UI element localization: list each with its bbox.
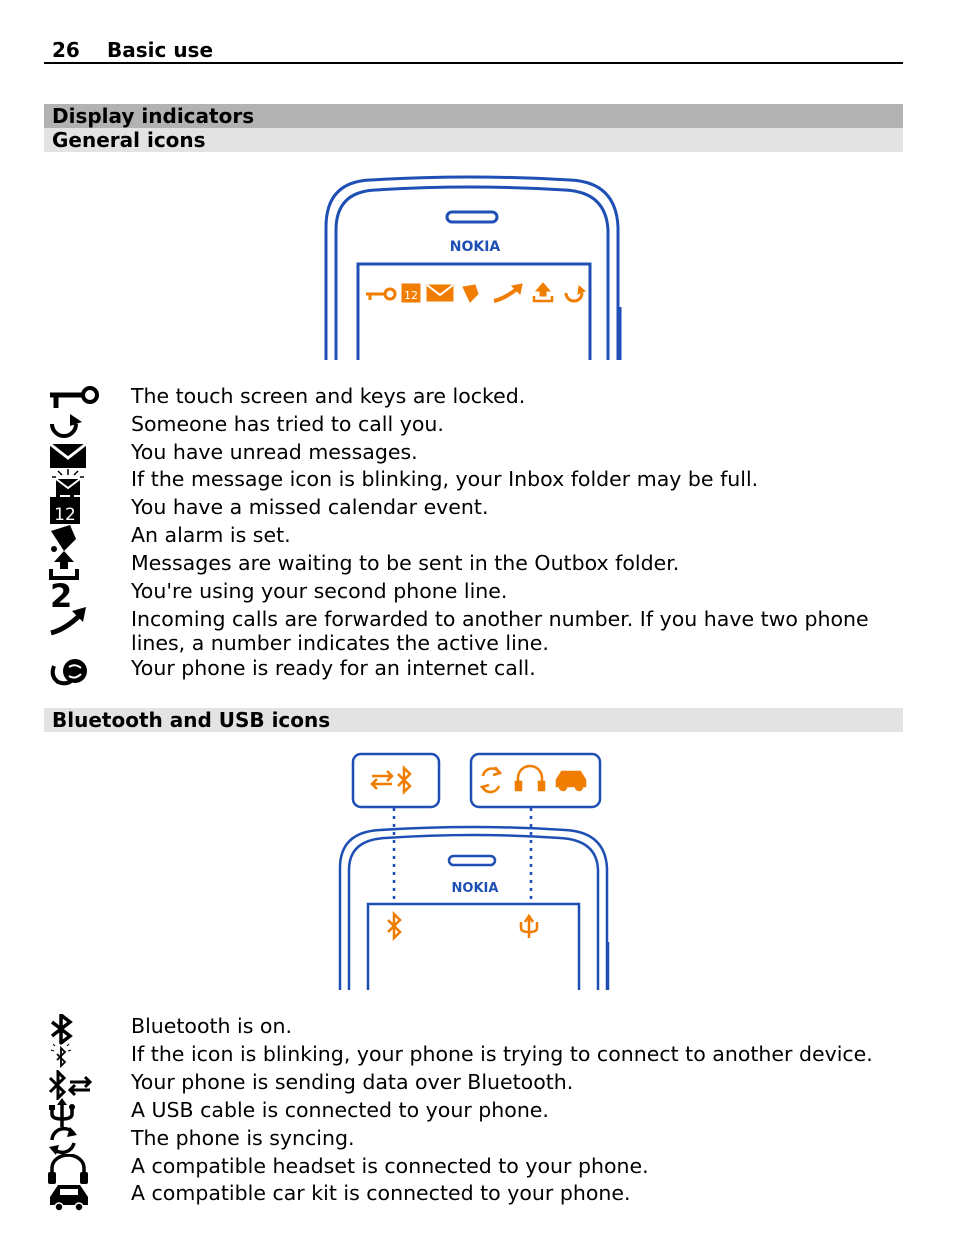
bluetooth-blink-icon [48,1042,96,1070]
envelope-icon [427,285,453,301]
list-item-text: A compatible car kit is connected to your phone. [131,1181,631,1205]
list-item-text: Incoming calls are forwarded to another number. If you have two phone lines, a number indicates the active line. [131,607,869,655]
list-item-text: You have unread messages. [131,440,418,464]
key-lock-icon [366,289,395,300]
headset-icon [48,1154,96,1182]
list-item-text: Your phone is sending data over Bluetooth. [131,1070,574,1094]
list-item-text: Bluetooth is on. [131,1014,292,1038]
key-lock-icon [48,384,96,412]
bluetooth-transfer-icon [372,768,410,792]
sync-icon [48,1126,96,1154]
svg-text:12: 12 [54,505,76,525]
page-header [44,38,903,64]
nokia-logo-2: NOKIA [451,881,499,896]
phone-illustration-general [320,172,630,362]
usb-icon-screen [521,916,537,938]
envelope-icon [48,440,96,468]
bluetooth-icon [48,1014,96,1042]
car-kit-icon [48,1181,96,1209]
list-item-text: The phone is syncing. [131,1126,355,1150]
list-item-text: A compatible headset is connected to your phone. [131,1154,649,1178]
nokia-logo: NOKIA [449,239,501,255]
line-two-icon [48,579,96,607]
alarm-icon [463,285,478,302]
section-heading-display-indicators: Display indicators [44,104,903,128]
bluetooth-icon-screen [388,914,400,938]
bluetooth-transfer-icon [48,1070,96,1098]
svg-text:2: 2 [50,579,73,609]
missed-call-icon [48,412,96,440]
call-forward-icon [494,284,522,301]
headset-icon [516,766,544,790]
list-item-text: You're using your second phone line. [131,579,508,603]
calendar-icon [402,284,420,302]
missed-call-icon [566,286,585,301]
alarm-icon [48,523,96,551]
phone-illustration-bluetooth-usb [335,750,620,992]
envelope-blink-icon [48,467,96,495]
car-kit-icon [557,772,585,790]
list-item-text: Messages are waiting to be sent in the Outbox folder. [131,551,680,575]
subsection-heading-general-icons: General icons [44,128,903,152]
usb-icon [48,1098,96,1126]
outbox-icon [48,551,96,579]
sync-icon [482,767,500,792]
list-item-text: If the message icon is blinking, your Inbox folder may be full. [131,467,759,491]
call-forward-icon [48,607,96,635]
chapter-title: Basic use [107,38,214,62]
internet-call-icon [48,656,96,684]
list-item-text: Your phone is ready for an internet call. [131,656,536,680]
list-item-text: If the icon is blinking, your phone is trying to connect to another device. [131,1042,873,1066]
list-item-text: An alarm is set. [131,523,291,547]
list-item-text: You have a missed calendar event. [131,495,489,519]
list-item-text: Someone has tried to call you. [131,412,444,436]
svg-text:12: 12 [404,289,418,302]
subsection-heading-bluetooth-usb: Bluetooth and USB icons [44,708,903,732]
list-item-text: The touch screen and keys are locked. [131,384,526,408]
list-item-text: A USB cable is connected to your phone. [131,1098,549,1122]
page-number: 26 [52,38,80,62]
calendar-icon [48,495,96,523]
outbox-icon [534,283,552,301]
